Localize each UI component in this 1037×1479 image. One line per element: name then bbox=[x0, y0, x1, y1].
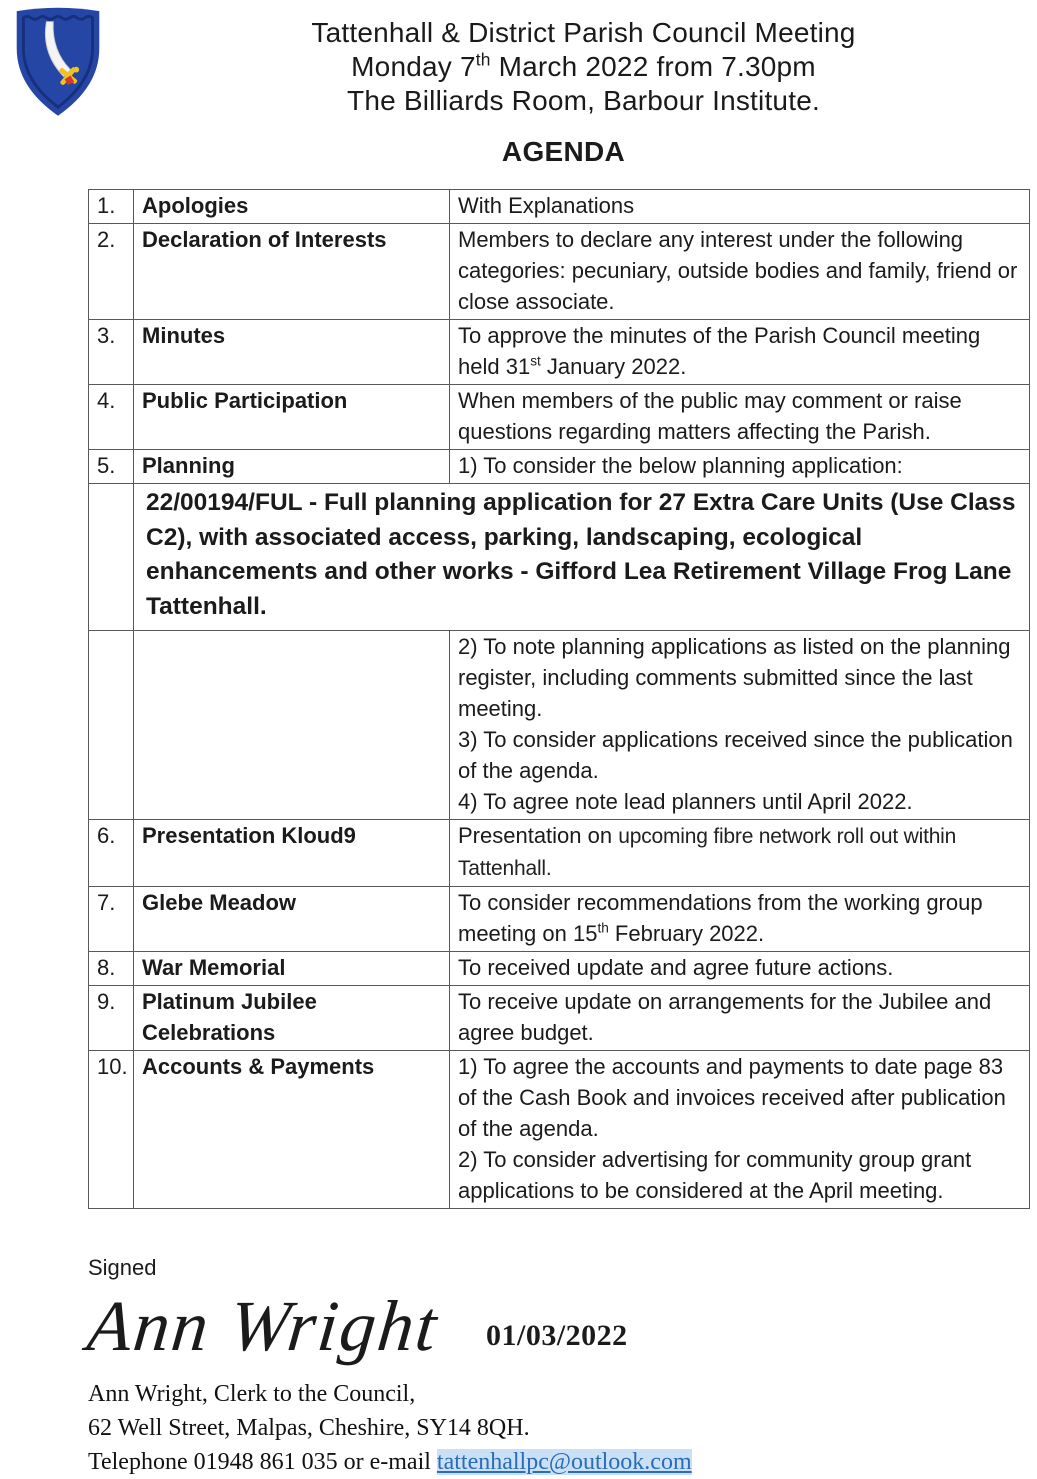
document-header bbox=[0, 0, 1037, 168]
row-number: 7. bbox=[89, 887, 134, 952]
row-number: 5. bbox=[89, 450, 134, 484]
row-number: 8. bbox=[89, 952, 134, 986]
table-row bbox=[89, 1051, 1030, 1209]
planning-application-row bbox=[89, 484, 1030, 631]
row-number-empty bbox=[89, 631, 134, 820]
table-row bbox=[89, 986, 1030, 1051]
row-number: 2. bbox=[89, 224, 134, 320]
row-topic-empty bbox=[134, 631, 450, 820]
row-description: With Explanations bbox=[450, 190, 1030, 224]
row-description: To received update and agree future actions. bbox=[450, 952, 1030, 986]
row-description: To consider recommendations from the working group meeting on 15th February 2022. bbox=[450, 887, 1030, 952]
clerk-email-link[interactable]: tattenhallpc@outlook.com bbox=[436, 1449, 692, 1475]
row-description bbox=[450, 1051, 1030, 1209]
row-topic: Declaration of Interests bbox=[134, 224, 450, 320]
row-description bbox=[450, 631, 1030, 820]
table-row bbox=[89, 190, 1030, 224]
planning-continuation-row bbox=[89, 631, 1030, 820]
row-description: To receive update on arrangements for the Jubilee and agree budget. bbox=[450, 986, 1030, 1051]
row-number: 1. bbox=[89, 190, 134, 224]
description-item: 4) To agree note lead planners until April 2022. bbox=[458, 789, 913, 814]
description-item: 1) To agree the accounts and payments to date page 83 of the Cash Book and invoices received after publication of the agenda. bbox=[458, 1054, 1006, 1141]
row-description: Presentation on upcoming fibre network roll out within Tattenhall. bbox=[450, 820, 1030, 887]
signature-date: 01/03/2022 bbox=[486, 1319, 628, 1352]
row-number-empty bbox=[89, 484, 134, 631]
table-row bbox=[89, 820, 1030, 887]
row-number: 10. bbox=[89, 1051, 134, 1209]
description-item: 2) To consider advertising for community group grant applications to be considered at the April meeting. bbox=[458, 1147, 972, 1203]
agenda-heading: AGENDA bbox=[501, 136, 626, 167]
title-line-2: Monday 7th March 2022 from 7.30pm bbox=[351, 49, 816, 82]
row-topic: Glebe Meadow bbox=[134, 887, 450, 952]
agenda-table bbox=[88, 189, 1030, 1209]
parish-crest-logo-icon bbox=[10, 2, 106, 122]
description-item: 2) To note planning applications as listed on the planning register, including comments submitted since the last meeting. bbox=[458, 634, 1011, 721]
row-number: 9. bbox=[89, 986, 134, 1051]
clerk-phone-line: Telephone 01948 861 035 or e-mail tattenhallpc@outlook.com bbox=[88, 1449, 692, 1475]
title-line-3: The Billiards Room, Barbour Institute. bbox=[347, 85, 820, 116]
row-topic: Accounts & Payments bbox=[134, 1051, 450, 1209]
planning-application-text: 22/00194/FUL - Full planning application for 27 Extra Care Units (Use Class C2), with associated access, parking, landscaping, ecological enhancements and other works - Gifford Lea Retirement Village Frog Lane Tattenhall. bbox=[134, 484, 1030, 631]
signature-row bbox=[83, 1286, 1037, 1366]
table-row bbox=[89, 952, 1030, 986]
description-item: 3) To consider applications received since the publication of the agenda. bbox=[458, 727, 1013, 783]
clerk-contact-block bbox=[88, 1377, 1037, 1479]
table-row bbox=[89, 320, 1030, 385]
row-topic: Platinum Jubilee Celebrations bbox=[134, 986, 450, 1051]
clerk-address-line: 62 Well Street, Malpas, Cheshire, SY14 8QH. bbox=[88, 1415, 530, 1441]
row-topic: Presentation Kloud9 bbox=[134, 820, 450, 887]
table-row bbox=[89, 887, 1030, 952]
row-description: To approve the minutes of the Parish Council meeting held 31st January 2022. bbox=[450, 320, 1030, 385]
row-description: 1) To consider the below planning application: bbox=[450, 450, 1030, 484]
meeting-title-block bbox=[0, 16, 1037, 118]
title-line-1: Tattenhall & District Parish Council Meeting bbox=[311, 17, 856, 48]
table-row bbox=[89, 385, 1030, 450]
row-topic: War Memorial bbox=[134, 952, 450, 986]
clerk-name-line: Ann Wright, Clerk to the Council, bbox=[88, 1381, 416, 1407]
row-number: 3. bbox=[89, 320, 134, 385]
row-number: 4. bbox=[89, 385, 134, 450]
row-topic: Public Participation bbox=[134, 385, 450, 450]
signed-label: Signed bbox=[88, 1255, 157, 1280]
table-row bbox=[89, 450, 1030, 484]
row-description: When members of the public may comment or raise questions regarding matters affecting the Parish. bbox=[450, 385, 1030, 450]
row-description: Members to declare any interest under the following categories: pecuniary, outside bodies and family, friend or close associate. bbox=[450, 224, 1030, 320]
row-number: 6. bbox=[89, 820, 134, 887]
row-topic: Minutes bbox=[134, 320, 450, 385]
table-row bbox=[89, 224, 1030, 320]
row-topic: Planning bbox=[134, 450, 450, 484]
clerk-signature: Ann Wright bbox=[83, 1286, 443, 1366]
row-topic: Apologies bbox=[134, 190, 450, 224]
